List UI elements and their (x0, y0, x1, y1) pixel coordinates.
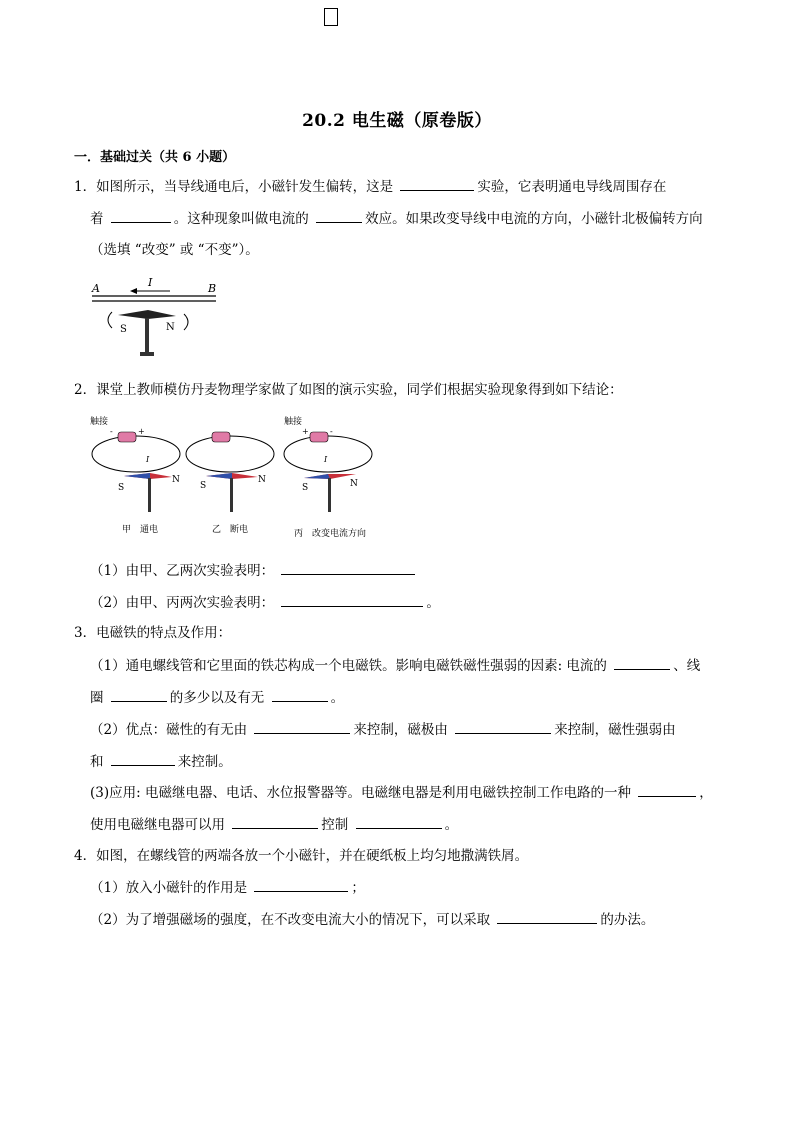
q3-text: 和 (90, 754, 104, 770)
circuit-loop (186, 436, 274, 472)
q4-sub-1 (90, 877, 365, 898)
q1-line-2 (90, 208, 703, 229)
label-b: B (208, 282, 217, 295)
answer-blank[interactable] (400, 176, 474, 191)
placeholder-box (324, 8, 338, 26)
q3-sub-2-line-1 (90, 719, 676, 740)
q1-text: 着 (90, 211, 104, 227)
q1-line-1 (74, 176, 666, 197)
q3-sub-1-line-2 (90, 687, 344, 708)
section-heading: 一．基础过关（共 6 小题） (74, 150, 236, 165)
answer-blank[interactable] (356, 814, 442, 829)
caption-bing: 丙 改变电流方向 (294, 529, 367, 539)
current-arrow-head (130, 288, 137, 294)
q2-text: （1）由甲、乙两次实验表明： (90, 563, 275, 579)
q2-sub-1 (90, 560, 418, 581)
label-s: S (120, 324, 127, 335)
q3-text: 来控制，磁极由 (353, 722, 448, 738)
compass-needle-south (304, 474, 330, 479)
q3-stem: 3．电磁铁的特点及作用： (74, 625, 232, 641)
caption-yi: 乙 断电 (212, 525, 249, 535)
needle-stand (230, 478, 233, 512)
battery-icon (118, 432, 136, 442)
label-n: N (172, 475, 180, 485)
answer-blank[interactable] (111, 687, 167, 702)
q1-text: 。这种现象叫做电流的 (173, 211, 309, 227)
q3-text: 使用电磁继电器可以用 (90, 817, 225, 833)
answer-blank[interactable] (232, 814, 318, 829)
touch-label: 触接 (284, 417, 303, 427)
q3-text: （1）通电螺线管和它里面的铁芯构成一个电磁铁。影响电磁铁磁性强弱的因素: 电流的 (90, 658, 607, 674)
circuit-loop (284, 436, 372, 472)
battery-icon (310, 432, 328, 442)
q4-text: （2）为了增强磁场的强度，在不改变电流大小的情况下，可以采取 (90, 912, 491, 928)
minus-sign: - (330, 427, 333, 436)
q3-text: 控制 (321, 817, 349, 833)
q3-text: （2）优点：磁性的有无由 (90, 722, 248, 738)
label-current: I (324, 455, 328, 464)
q3-text: 来控制，磁性强弱由 (554, 722, 676, 738)
answer-blank[interactable] (111, 751, 175, 766)
needle-stand (148, 478, 151, 512)
oersted-experiment-figure (88, 410, 378, 548)
q4-text: 的办法。 (600, 912, 655, 928)
q3-sub-3-line-2 (90, 814, 458, 835)
plus-sign: + (302, 427, 309, 436)
q2-stem: 2．课堂上教师模仿丹麦物理学家做了如图的演示实验，同学们根据实验现象得到如下结论： (74, 382, 623, 398)
compass-needle-south (124, 473, 150, 479)
answer-blank[interactable] (254, 877, 348, 892)
answer-blank[interactable] (254, 719, 350, 734)
q2-text: 。 (426, 595, 440, 611)
q1-text: 效应。如果改变导线中电流的方向，小磁针北极偏转方向 (365, 211, 703, 227)
caption-jia: 甲 通电 (122, 525, 159, 535)
q3-text: (3)应用: 电磁继电器、电话、水位报警器等。电磁继电器是利用电磁铁控制工作电路的一种 (90, 785, 631, 801)
label-a: A (92, 282, 100, 295)
compass-needle-south (206, 473, 232, 479)
needle-stand (328, 478, 331, 512)
q4-sub-2 (90, 909, 654, 930)
q4-text: ； (351, 880, 365, 896)
q3-sub-3-line-1 (90, 782, 713, 803)
q3-text: 、线 (673, 658, 701, 674)
rotation-arrow (108, 312, 112, 328)
label-s: S (200, 481, 207, 491)
q1-line-3: （选填 “改变” 或 “不变”）。 (90, 242, 259, 258)
q4-text: （1）放入小磁针的作用是 (90, 880, 248, 896)
compass-needle (118, 310, 176, 319)
answer-blank[interactable] (614, 655, 670, 670)
answer-blank[interactable] (638, 782, 696, 797)
answer-blank[interactable] (111, 208, 171, 223)
answer-blank[interactable] (272, 687, 328, 702)
q2-sub-2 (90, 592, 440, 613)
q3-text: 的多少以及有无 (169, 690, 265, 706)
circuit-loop (92, 436, 180, 472)
q2-text: （2）由甲、丙两次实验表明： (90, 595, 275, 611)
stand-base (140, 352, 154, 356)
battery-icon (212, 432, 230, 442)
rotation-arrow (184, 314, 188, 330)
q1-text: 1．如图所示，当导线通电后，小磁针发生偏转，这是 (74, 179, 394, 195)
label-current: I (146, 455, 150, 464)
q3-sub-1-line-1 (90, 655, 700, 676)
label-s: S (118, 483, 125, 493)
answer-blank[interactable] (497, 909, 597, 924)
label-s: S (302, 483, 309, 493)
q4-stem: 4．如图，在螺线管的两端各放一个小磁针，并在硬纸板上均匀地撒满铁屑。 (74, 848, 529, 864)
page-title: 20.2 电生磁（原卷版） (302, 111, 492, 131)
needle-stand (145, 318, 149, 352)
label-current: I (148, 276, 153, 289)
answer-blank[interactable] (316, 208, 362, 223)
q3-text: 。 (330, 690, 345, 706)
label-n: N (350, 479, 358, 489)
label-n: N (258, 475, 266, 485)
minus-sign: - (110, 427, 113, 436)
q3-text: 圈 (90, 690, 104, 706)
q3-text: 来控制。 (177, 754, 232, 770)
label-n: N (166, 322, 175, 333)
answer-blank[interactable] (281, 560, 415, 575)
plus-sign: + (138, 427, 145, 436)
touch-label: 触接 (90, 417, 109, 427)
answer-blank[interactable] (455, 719, 551, 734)
q3-text: 。 (444, 817, 459, 833)
answer-blank[interactable] (281, 592, 423, 607)
q3-text: ， (699, 785, 713, 801)
q1-text: 实验，它表明通电导线周围存在 (477, 179, 667, 195)
wire-compass-figure (88, 272, 228, 364)
q3-sub-2-line-2 (90, 751, 232, 772)
